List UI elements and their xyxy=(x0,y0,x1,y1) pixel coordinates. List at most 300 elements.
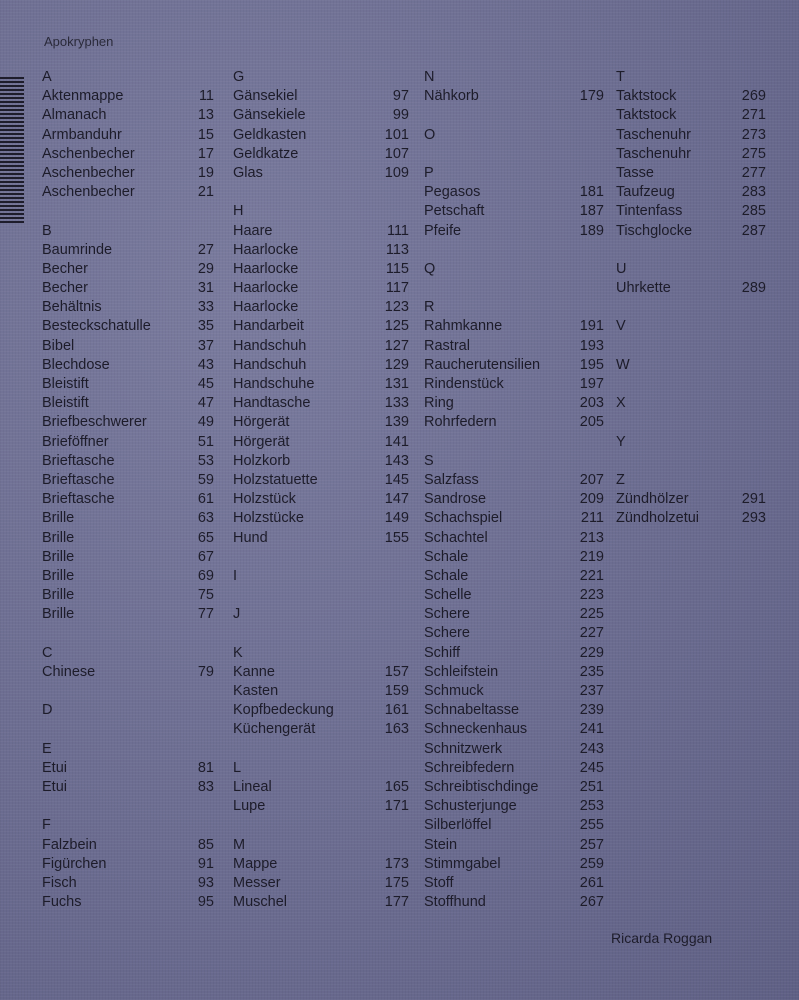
entry-name: Gänsekiele xyxy=(233,107,306,124)
entry-page-number: 251 xyxy=(579,778,604,795)
index-entry xyxy=(233,778,409,797)
index-letter-row xyxy=(42,222,214,241)
index-entry xyxy=(42,183,214,202)
entry-page-number: 13 xyxy=(197,107,214,124)
entry-page-number: 257 xyxy=(579,836,604,853)
index-entry xyxy=(42,145,214,164)
entry-page-number: 159 xyxy=(384,683,409,699)
index-letter-row xyxy=(233,567,409,586)
index-entry xyxy=(42,126,214,145)
book-title: Apokryphen xyxy=(44,34,114,49)
index-spacer xyxy=(424,241,604,260)
entry-page-number: 129 xyxy=(384,356,409,373)
entry-name: Schreibtischdinge xyxy=(424,778,539,795)
entry-page-number: 283 xyxy=(741,184,766,201)
entry-name: Haarlocke xyxy=(233,299,299,316)
entry-page-number: 109 xyxy=(384,164,409,181)
index-spacer xyxy=(424,145,604,164)
index-letter: U xyxy=(616,260,627,277)
entry-name: Handschuh xyxy=(233,337,307,354)
entry-name: Hund xyxy=(233,529,268,546)
entry-page-number: 161 xyxy=(384,702,409,719)
entry-name: Etui xyxy=(42,759,67,776)
entry-name: Etui xyxy=(42,778,67,795)
entry-page-number: 141 xyxy=(384,433,409,450)
entry-page-number: 127 xyxy=(384,337,409,354)
entry-page-number: 241 xyxy=(579,721,604,738)
entry-name: Schachtel xyxy=(424,529,488,546)
index-letter: J xyxy=(233,606,241,623)
index-entry xyxy=(233,337,409,356)
index-letter: S xyxy=(424,452,434,469)
entry-name: Falzbein xyxy=(42,836,97,853)
index-letter-row xyxy=(616,471,766,490)
entry-name: Holzkorb xyxy=(233,452,291,469)
index-entry xyxy=(233,797,409,816)
entry-page-number: 37 xyxy=(197,337,214,354)
entry-page-number: 139 xyxy=(384,414,409,431)
index-entry xyxy=(42,778,214,797)
entry-page-number: 147 xyxy=(384,491,409,508)
index-entry xyxy=(42,394,214,413)
index-entry xyxy=(233,663,409,682)
index-entry xyxy=(233,471,409,490)
entry-page-number: 77 xyxy=(197,606,214,623)
index-entry xyxy=(616,87,766,106)
index-entry xyxy=(424,893,604,912)
index-entry xyxy=(233,874,409,893)
entry-page-number: 63 xyxy=(197,510,214,527)
entry-name: Bleistift xyxy=(42,395,89,412)
entry-page-number: 171 xyxy=(384,798,409,815)
entry-name: Haarlocke xyxy=(233,241,299,258)
index-entry xyxy=(616,126,766,145)
entry-name: Holzstatuette xyxy=(233,471,318,488)
index-entry xyxy=(424,740,604,759)
entry-name: Aschenbecher xyxy=(42,164,135,181)
index-spacer xyxy=(424,106,604,125)
entry-name: Nähkorb xyxy=(424,88,479,105)
index-letter: W xyxy=(616,356,630,373)
entry-page-number: 177 xyxy=(384,894,409,911)
entry-page-number: 81 xyxy=(197,759,214,776)
entry-name: Almanach xyxy=(42,107,107,124)
entry-name: Rohrfedern xyxy=(424,414,497,431)
entry-name: Handschuhe xyxy=(233,376,315,392)
index-letter-row xyxy=(616,356,766,375)
entry-name: Schnitzwerk xyxy=(424,740,503,757)
entry-page-number: 21 xyxy=(197,184,214,201)
entry-page-number: 69 xyxy=(197,567,214,584)
index-entry xyxy=(424,567,604,586)
entry-page-number: 211 xyxy=(580,510,604,527)
index-entry xyxy=(233,279,409,298)
entry-page-number: 45 xyxy=(197,376,214,392)
entry-name: Tischglocke xyxy=(616,222,693,239)
index-letter: C xyxy=(42,644,53,661)
entry-name: Kopfbedeckung xyxy=(233,702,334,719)
index-letter-row xyxy=(424,452,604,471)
entry-page-number: 221 xyxy=(579,567,604,584)
index-entry xyxy=(42,106,214,125)
index-entry xyxy=(616,106,766,125)
entry-name: Schelle xyxy=(424,587,472,604)
index-spacer xyxy=(233,740,409,759)
entry-name: Taktstock xyxy=(616,107,677,124)
entry-page-number: 175 xyxy=(384,874,409,891)
entry-page-number: 165 xyxy=(384,778,409,795)
entry-page-number: 75 xyxy=(197,587,214,604)
entry-page-number: 203 xyxy=(579,395,604,412)
entry-name: Petschaft xyxy=(424,203,485,220)
index-letter: R xyxy=(424,299,435,316)
entry-name: Stoffhund xyxy=(424,894,486,911)
index-entry xyxy=(42,164,214,183)
index-letter: V xyxy=(616,318,626,335)
author-name: Ricarda Roggan xyxy=(611,930,713,946)
entry-name: Rahmkanne xyxy=(424,318,503,335)
entry-name: Gänsekiel xyxy=(233,88,298,105)
entry-page-number: 291 xyxy=(741,491,766,508)
entry-name: Brille xyxy=(42,529,75,546)
entry-page-number: 43 xyxy=(197,356,214,373)
index-entry xyxy=(233,682,409,701)
index-entry xyxy=(233,452,409,471)
index-letter-row xyxy=(616,394,766,413)
index-letter-row xyxy=(424,68,604,87)
index-letter: Q xyxy=(424,260,436,277)
index-letter: T xyxy=(616,69,625,85)
index-column-4 xyxy=(616,68,766,529)
entry-page-number: 95 xyxy=(197,894,214,911)
index-letter: P xyxy=(424,164,434,181)
entry-name: Kanne xyxy=(233,663,275,680)
entry-page-number: 149 xyxy=(384,510,409,527)
entry-page-number: 83 xyxy=(197,778,214,795)
entry-name: Schusterjunge xyxy=(424,798,517,815)
entry-page-number: 117 xyxy=(385,280,409,297)
index-letter: Y xyxy=(616,433,626,450)
entry-name: Geldkatze xyxy=(233,145,299,162)
index-entry xyxy=(233,87,409,106)
index-letter: D xyxy=(42,702,53,719)
index-entry xyxy=(616,279,766,298)
entry-name: Brieftasche xyxy=(42,491,115,508)
entry-page-number: 223 xyxy=(579,587,604,604)
index-entry xyxy=(233,720,409,739)
entry-name: Rindenstück xyxy=(424,376,504,392)
entry-page-number: 191 xyxy=(579,318,604,335)
index-letter-row xyxy=(233,759,409,778)
entry-name: Brille xyxy=(42,548,75,565)
index-entry xyxy=(42,836,214,855)
entry-page-number: 133 xyxy=(384,395,409,412)
index-entry xyxy=(233,490,409,509)
entry-name: Taufzeug xyxy=(616,184,675,201)
index-spacer xyxy=(616,375,766,394)
entry-page-number: 243 xyxy=(579,740,604,757)
index-letter-row xyxy=(42,644,214,663)
index-entry xyxy=(424,490,604,509)
entry-page-number: 255 xyxy=(579,817,604,834)
index-entry xyxy=(424,183,604,202)
entry-page-number: 193 xyxy=(579,337,604,354)
index-entry xyxy=(424,471,604,490)
index-entry xyxy=(424,337,604,356)
entry-page-number: 293 xyxy=(741,510,766,527)
entry-page-number: 97 xyxy=(392,88,409,105)
entry-name: Blechdose xyxy=(42,356,110,373)
entry-name: Hörgerät xyxy=(233,433,290,450)
index-letter: Z xyxy=(616,471,625,488)
entry-name: Sandrose xyxy=(424,491,487,508)
entry-page-number: 131 xyxy=(384,376,409,392)
index-entry xyxy=(42,874,214,893)
entry-name: Geldkasten xyxy=(233,126,307,143)
index-entry xyxy=(233,241,409,260)
entry-name: Haare xyxy=(233,222,273,239)
index-letter: F xyxy=(42,817,51,834)
entry-page-number: 275 xyxy=(741,145,766,162)
entry-page-number: 287 xyxy=(741,222,766,239)
index-entry xyxy=(424,548,604,567)
index-entry xyxy=(42,893,214,912)
entry-name: Armbanduhr xyxy=(42,126,122,143)
entry-name: Glas xyxy=(233,164,263,181)
index-entry xyxy=(233,893,409,912)
entry-name: Lupe xyxy=(233,798,266,815)
entry-page-number: 205 xyxy=(579,414,604,431)
entry-name: Zündholzetui xyxy=(616,510,700,527)
index-spacer xyxy=(616,452,766,471)
entry-name: Zündhölzer xyxy=(616,491,689,508)
entry-page-number: 79 xyxy=(197,663,214,680)
entry-page-number: 181 xyxy=(579,184,604,201)
index-letter-row xyxy=(42,740,214,759)
entry-page-number: 219 xyxy=(579,548,604,565)
index-entry xyxy=(424,413,604,432)
index-entry xyxy=(42,433,214,452)
entry-name: Stein xyxy=(424,836,458,853)
entry-page-number: 155 xyxy=(384,529,409,546)
index-entry xyxy=(424,701,604,720)
entry-name: Fisch xyxy=(42,874,77,891)
index-entry xyxy=(424,816,604,835)
index-entry xyxy=(233,394,409,413)
entry-name: Brille xyxy=(42,606,75,623)
index-column-1 xyxy=(42,68,214,912)
index-entry xyxy=(42,279,214,298)
index-entry xyxy=(233,145,409,164)
index-entry xyxy=(424,222,604,241)
index-letter: O xyxy=(424,126,436,143)
entry-name: Aschenbecher xyxy=(42,145,135,162)
entry-name: Salzfass xyxy=(424,471,479,488)
entry-page-number: 35 xyxy=(197,318,214,335)
index-letter-row xyxy=(616,317,766,336)
index-column-3 xyxy=(424,68,604,912)
entry-page-number: 261 xyxy=(579,874,604,891)
entry-page-number: 259 xyxy=(579,855,604,872)
entry-page-number: 189 xyxy=(579,222,604,239)
index-entry xyxy=(233,509,409,528)
entry-name: Schachspiel xyxy=(424,510,503,527)
index-entry xyxy=(233,222,409,241)
index-entry xyxy=(42,548,214,567)
entry-name: Handschuh xyxy=(233,356,307,373)
index-entry xyxy=(233,260,409,279)
entry-name: Holzstücke xyxy=(233,510,304,527)
index-entry xyxy=(424,605,604,624)
index-letter-row xyxy=(42,816,214,835)
entry-name: Silberlöffel xyxy=(424,817,492,834)
index-spacer xyxy=(616,241,766,260)
entry-name: Schleifstein xyxy=(424,663,499,680)
index-entry xyxy=(42,356,214,375)
index-entry xyxy=(42,855,214,874)
index-spacer xyxy=(233,183,409,202)
entry-name: Küchengerät xyxy=(233,721,316,738)
entry-name: Schale xyxy=(424,567,469,584)
entry-name: Brieföffner xyxy=(42,433,109,450)
entry-name: Bleistift xyxy=(42,376,89,392)
index-entry xyxy=(424,356,604,375)
index-entry xyxy=(233,433,409,452)
entry-name: Chinese xyxy=(42,663,96,680)
entry-page-number: 11 xyxy=(198,88,214,105)
index-entry xyxy=(42,586,214,605)
index-letter-row xyxy=(233,836,409,855)
entry-name: Brille xyxy=(42,587,75,604)
index-letter: B xyxy=(42,222,52,239)
index-entry xyxy=(424,509,604,528)
entry-page-number: 93 xyxy=(197,874,214,891)
index-letter: K xyxy=(233,644,243,661)
entry-name: Schere xyxy=(424,606,470,623)
index-letter: X xyxy=(616,395,626,412)
index-letter-row xyxy=(42,701,214,720)
entry-page-number: 67 xyxy=(197,548,214,565)
index-spacer xyxy=(616,413,766,432)
index-entry xyxy=(424,202,604,221)
entry-name: Brieftasche xyxy=(42,452,115,469)
entry-name: Hörgerät xyxy=(233,414,290,431)
entry-name: Tasse xyxy=(616,164,654,181)
index-entry xyxy=(233,375,409,394)
entry-page-number: 91 xyxy=(197,855,214,872)
entry-name: Pegasos xyxy=(424,184,481,201)
entry-page-number: 197 xyxy=(579,376,604,392)
entry-name: Briefbeschwerer xyxy=(42,414,147,431)
entry-page-number: 289 xyxy=(741,280,766,297)
entry-name: Haarlocke xyxy=(233,260,299,277)
index-entry xyxy=(616,509,766,528)
entry-name: Raucherutensilien xyxy=(424,356,541,373)
entry-name: Fuchs xyxy=(42,894,82,911)
entry-page-number: 173 xyxy=(384,855,409,872)
entry-name: Schiff xyxy=(424,644,461,661)
entry-name: Rastral xyxy=(424,337,470,354)
index-letter: L xyxy=(233,759,242,776)
entry-name: Stimmgabel xyxy=(424,855,501,872)
entry-name: Tintenfass xyxy=(616,203,683,220)
entry-page-number: 209 xyxy=(579,491,604,508)
index-entry xyxy=(42,87,214,106)
entry-page-number: 235 xyxy=(579,663,604,680)
entry-name: Besteckschatulle xyxy=(42,318,151,335)
index-spacer xyxy=(616,298,766,317)
entry-name: Aktenmappe xyxy=(42,88,124,105)
entry-page-number: 49 xyxy=(197,414,214,431)
entry-name: Bibel xyxy=(42,337,75,354)
entry-name: Ring xyxy=(424,395,454,412)
entry-name: Holzstück xyxy=(233,491,296,508)
index-letter-row xyxy=(616,260,766,279)
entry-name: Stoff xyxy=(424,874,454,891)
entry-page-number: 51 xyxy=(197,433,214,450)
index-entry xyxy=(424,874,604,893)
index-letter-row xyxy=(233,68,409,87)
entry-name: Figürchen xyxy=(42,855,107,872)
entry-page-number: 115 xyxy=(385,260,409,277)
entry-page-number: 157 xyxy=(384,663,409,680)
entry-page-number: 271 xyxy=(741,107,766,124)
entry-name: Behältnis xyxy=(42,299,102,316)
index-entry xyxy=(616,145,766,164)
entry-name: Brille xyxy=(42,510,75,527)
entry-page-number: 31 xyxy=(197,280,214,297)
index-letter-row xyxy=(424,164,604,183)
index-spacer xyxy=(233,586,409,605)
index-spacer xyxy=(233,816,409,835)
index-letter-row xyxy=(233,202,409,221)
entry-page-number: 145 xyxy=(384,471,409,488)
index-spacer xyxy=(42,797,214,816)
index-entry xyxy=(424,394,604,413)
entry-page-number: 187 xyxy=(579,203,604,220)
index-letter-row xyxy=(42,68,214,87)
entry-page-number: 47 xyxy=(197,395,214,412)
index-entry xyxy=(233,356,409,375)
index-letter: N xyxy=(424,69,435,85)
index-entry xyxy=(233,164,409,183)
entry-page-number: 237 xyxy=(579,683,604,699)
entry-page-number: 227 xyxy=(579,625,604,642)
index-letter-row xyxy=(233,605,409,624)
index-spacer xyxy=(233,624,409,643)
index-entry xyxy=(233,529,409,548)
index-letter: M xyxy=(233,836,246,853)
index-entry xyxy=(424,375,604,394)
index-entry xyxy=(424,644,604,663)
index-entry xyxy=(42,529,214,548)
index-entry xyxy=(233,701,409,720)
index-spacer xyxy=(42,682,214,701)
entry-name: Taschenuhr xyxy=(616,126,691,143)
entry-name: Schale xyxy=(424,548,469,565)
entry-page-number: 195 xyxy=(579,356,604,373)
index-letter: G xyxy=(233,69,245,85)
entry-page-number: 111 xyxy=(386,222,409,239)
index-spacer xyxy=(424,433,604,452)
index-letter: E xyxy=(42,740,52,757)
index-entry xyxy=(233,298,409,317)
index-entry xyxy=(42,567,214,586)
index-entry xyxy=(42,375,214,394)
entry-page-number: 99 xyxy=(392,107,409,124)
index-letter-row xyxy=(616,433,766,452)
index-entry xyxy=(42,317,214,336)
